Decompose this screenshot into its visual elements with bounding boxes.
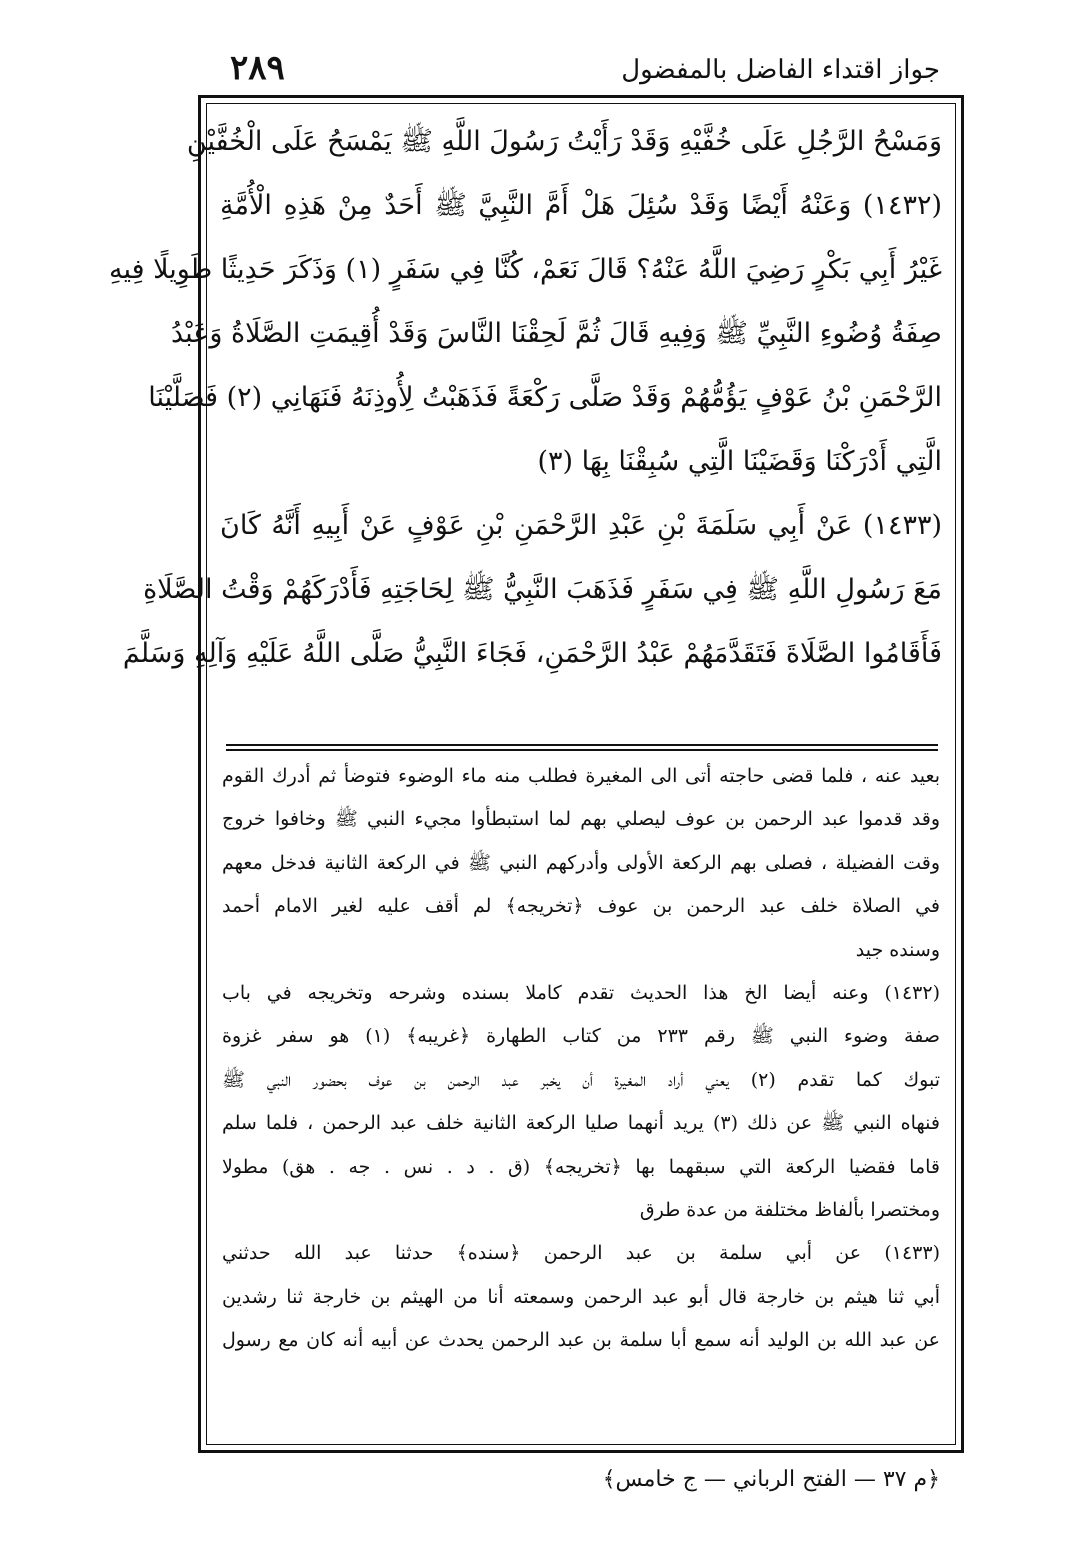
signature-mark: ﴿م ٣٧ — الفتح الرباني — ج خامس﴾ <box>602 1467 940 1492</box>
commentary-line: وقد قدموا عبد الرحمن بن عوف ليصلي بهم لما استبطأوا مجيء النبي ﷺ وخافوا خروج <box>222 808 940 831</box>
main-text-line: فَأَقَامُوا الصَّلَاةَ فَتَقَدَّمَهُمْ عَبْدُ الرَّحْمَنِ، فَجَاءَ النَّبِيُّ صَلَّى اللَّهُ عَلَيْهِ وَآلِهِ وَسَلَّمَ <box>122 638 942 669</box>
main-text-line: (١٤٣٣) عَنْ أَبِي سَلَمَةَ بْنِ عَبْدِ الرَّحْمَنِ بْنِ عَوْفٍ عَنْ أَبِيهِ أَنَّهُ كَانَ <box>220 510 942 541</box>
commentary-line: قاما فقضيا الركعة التي سبقهما بها ﴿تخريجه﴾ (ق . د . نس . جه . هق) مطولا <box>222 1155 940 1178</box>
commentary-line: (١٤٣٣) عن أبي سلمة بن عبد الرحمن ﴿سنده﴾ حدثنا عبد الله حدثني <box>222 1242 940 1265</box>
main-text-line: الرَّحْمَنِ بْنُ عَوْفٍ يَؤُمُّهُمْ وَقَدْ صَلَّى رَكْعَةً فَذَهَبْتُ لِأُوذِنَهُ فَنَهَانِي (٢) فَصَلَّيْنَا <box>148 382 942 413</box>
main-text-line: الَّتِي أَدْرَكْنَا وَقَضَيْنَا الَّتِي سُبِقْنَا بِهَا (٣) <box>537 446 942 477</box>
commentary-line: فنهاه النبي ﷺ عن ذلك (٣) يريد أنهما صليا الركعة الثانية خلف عبد الرحمن ، فلما سلم <box>222 1112 940 1135</box>
commentary-line: صفة وضوء النبي ﷺ رقم ٢٣٣ من كتاب الطهارة ﴿غريبه﴾ (١) هو سفر غزوة <box>222 1025 940 1048</box>
commentary-line: بعيد عنه ، فلما قضى حاجته أتى الى المغيرة فطلب منه ماء الوضوء فتوضأ ثم أدرك القوم <box>222 765 940 787</box>
main-text-line: وَمَسْحُ الرَّجُلِ عَلَى خُفَّيْهِ وَقَدْ رَأَيْتُ رَسُولَ اللَّهِ ﷺ يَمْسَحُ عَلَى الْخُفَّيْنِ <box>186 126 942 157</box>
commentary-line: وسنده جيد <box>855 938 940 961</box>
page-number: ٢٨٩ <box>230 48 285 88</box>
section-divider <box>226 744 938 746</box>
commentary-line: في الصلاة خلف عبد الرحمن بن عوف ﴿تخريجه﴾ لم أقف عليه لغير الامام أحمد <box>222 895 940 918</box>
main-text-line: مَعَ رَسُولِ اللَّهِ ﷺ فِي سَفَرٍ فَذَهَبَ النَّبِيُّ ﷺ لِحَاجَتِهِ فَأَدْرَكَهُمْ وَقْتُ الصَّلَاةِ <box>143 574 942 605</box>
main-text-line: صِفَةُ وُضُوءِ النَّبِيِّ ﷺ وَفِيهِ قَالَ ثُمَّ لَحِقْنَا النَّاسَ وَقَدْ أُقِيمَتِ الصَّلَاةُ وَعَبْدُ <box>170 318 942 349</box>
commentary-line: أبي ثنا هيثم بن خارجة قال أبو عبد الرحمن وسمعته أنا من الهيثم بن خارجة ثنا رشدين <box>222 1285 940 1308</box>
main-text-line: (١٤٣٢) وَعَنْهُ أَيْضًا وَقَدْ سُئِلَ هَلْ أَمَّ النَّبِيَّ ﷺ أَحَدٌ مِنْ هَذِهِ الْأُمَّةِ <box>220 190 942 221</box>
commentary-line: (١٤٣٢) وعنه أيضا الخ هذا الحديث تقدم كاملا بسنده وشرحه وتخريجه في باب <box>222 981 940 1004</box>
commentary-text <box>222 755 940 1362</box>
main-text <box>109 110 942 686</box>
running-title: جواز اقتداء الفاضل بالمفضول <box>621 55 940 85</box>
page-header <box>200 46 960 96</box>
section-divider <box>226 749 938 751</box>
commentary-line: ومختصرا بألفاظ مختلفة من عدة طرق <box>639 1198 940 1221</box>
commentary-line: تبوك كما تقدم (٢) يعني أراد المغيرة أن يخبر عبد الرحمن بن عوف بحضور النبي ﷺ <box>222 1068 941 1091</box>
main-text-line: غَيْرُ أَبِي بَكْرٍ رَضِيَ اللَّهُ عَنْهُ؟ قَالَ نَعَمْ، كُنَّا فِي سَفَرٍ (١) وَذَكَرَ حَدِيثًا طَوِيلًا فِيهِ <box>109 254 942 285</box>
commentary-line: وقت الفضيلة ، فصلى بهم الركعة الأولى وأدركهم النبي ﷺ في الركعة الثانية فدخل معهم <box>222 851 941 874</box>
commentary-line: عن عبد الله بن الوليد أنه سمع أبا سلمة بن عبد الرحمن يحدث عن أبيه أنه كان مع رسول <box>222 1329 940 1352</box>
